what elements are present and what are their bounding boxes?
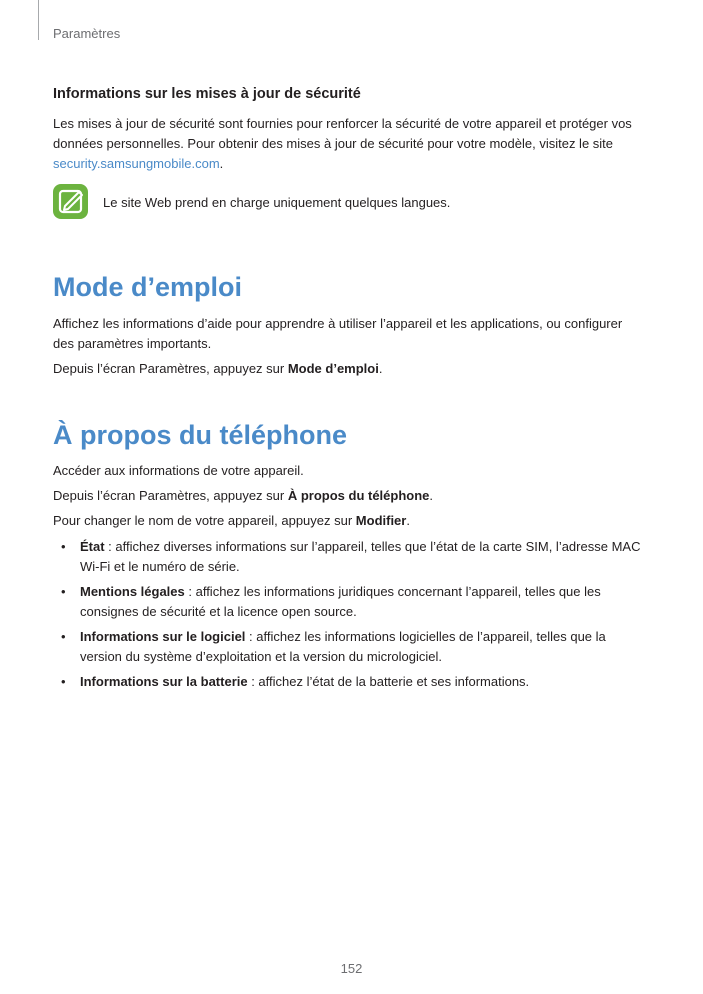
note-pencil-icon xyxy=(53,184,88,219)
about-path-suffix: . xyxy=(429,488,434,503)
about-rename-prefix: Pour changer le nom de votre appareil, appuyez sur xyxy=(53,513,356,528)
security-text: Les mises à jour de sécurité sont fournies pour renforcer la sécurité de votre appareil et protéger vos données personnelles. Pour obtenir des mises à jour de sécurité pour votre modèle, visitez le site xyxy=(53,116,632,151)
about-line1: Accéder aux informations de votre appareil. xyxy=(53,463,304,478)
about-rename xyxy=(53,511,645,531)
list-item xyxy=(53,672,645,692)
item-desc: : affichez les informations logicielles de l’appareil, telles que la version du système d’exploitation et la version du micrologiciel. xyxy=(80,629,606,664)
item-term: Informations sur le logiciel xyxy=(80,629,246,644)
item-desc: : affichez l’état de la batterie et ses informations. xyxy=(247,674,530,689)
bullet: • xyxy=(61,539,66,554)
mode-emploi-section xyxy=(53,270,645,304)
mode-emploi-paragraph: Affichez les informations d’aide pour apprendre à utiliser l’appareil et les applications, ou configurer des paramètres importants. xyxy=(53,316,623,351)
about-path-prefix: Depuis l’écran Paramètres, appuyez sur xyxy=(53,488,288,503)
bullet: • xyxy=(61,674,66,689)
about-rename-suffix: . xyxy=(406,513,410,528)
item-desc: : affichez diverses informations sur l’appareil, telles que l’état de la carte SIM, l’adresse MAC Wi-Fi et le numéro de série. xyxy=(80,539,641,574)
about-rename-bold: Modifier xyxy=(355,513,407,528)
mode-emploi-path-suffix: . xyxy=(378,361,383,376)
item-term: Mentions légales xyxy=(80,584,185,599)
page-number: 152 xyxy=(340,961,363,976)
about-list xyxy=(53,537,645,692)
item-desc: : affichez les informations juridiques concernant l’appareil, telles que les consignes de sécurité et la licence open source. xyxy=(80,584,601,619)
security-body xyxy=(53,114,645,174)
about-body xyxy=(53,461,645,697)
bullet: • xyxy=(61,584,66,599)
header-rule xyxy=(38,0,39,40)
item-term: État xyxy=(80,539,105,554)
mode-emploi-path-bold: Mode d’emploi xyxy=(287,361,379,376)
mode-emploi-body xyxy=(53,314,645,379)
mode-emploi-path-prefix: Depuis l’écran Paramètres, appuyez sur xyxy=(53,361,288,376)
list-item xyxy=(53,537,645,577)
about-title: À propos du téléphone xyxy=(53,420,347,450)
security-paragraph xyxy=(53,114,645,174)
list-item xyxy=(53,627,645,667)
security-period: . xyxy=(219,156,224,171)
about-path xyxy=(53,486,645,506)
bullet: • xyxy=(61,629,66,644)
list-item xyxy=(53,582,645,622)
security-section xyxy=(53,84,645,104)
security-title: Informations sur les mises à jour de sécurité xyxy=(53,86,361,102)
item-term: Informations sur la batterie xyxy=(80,674,248,689)
mode-emploi-path xyxy=(53,359,645,379)
about-section xyxy=(53,418,645,452)
about-path-bold: À propos du téléphone xyxy=(287,488,430,503)
note-text: Le site Web prend en charge uniquement quelques langues. xyxy=(103,195,451,210)
mode-emploi-title: Mode d’emploi xyxy=(53,272,242,302)
security-link[interactable]: security.samsungmobile.com xyxy=(53,156,220,171)
header-section: Paramètres xyxy=(53,26,121,41)
